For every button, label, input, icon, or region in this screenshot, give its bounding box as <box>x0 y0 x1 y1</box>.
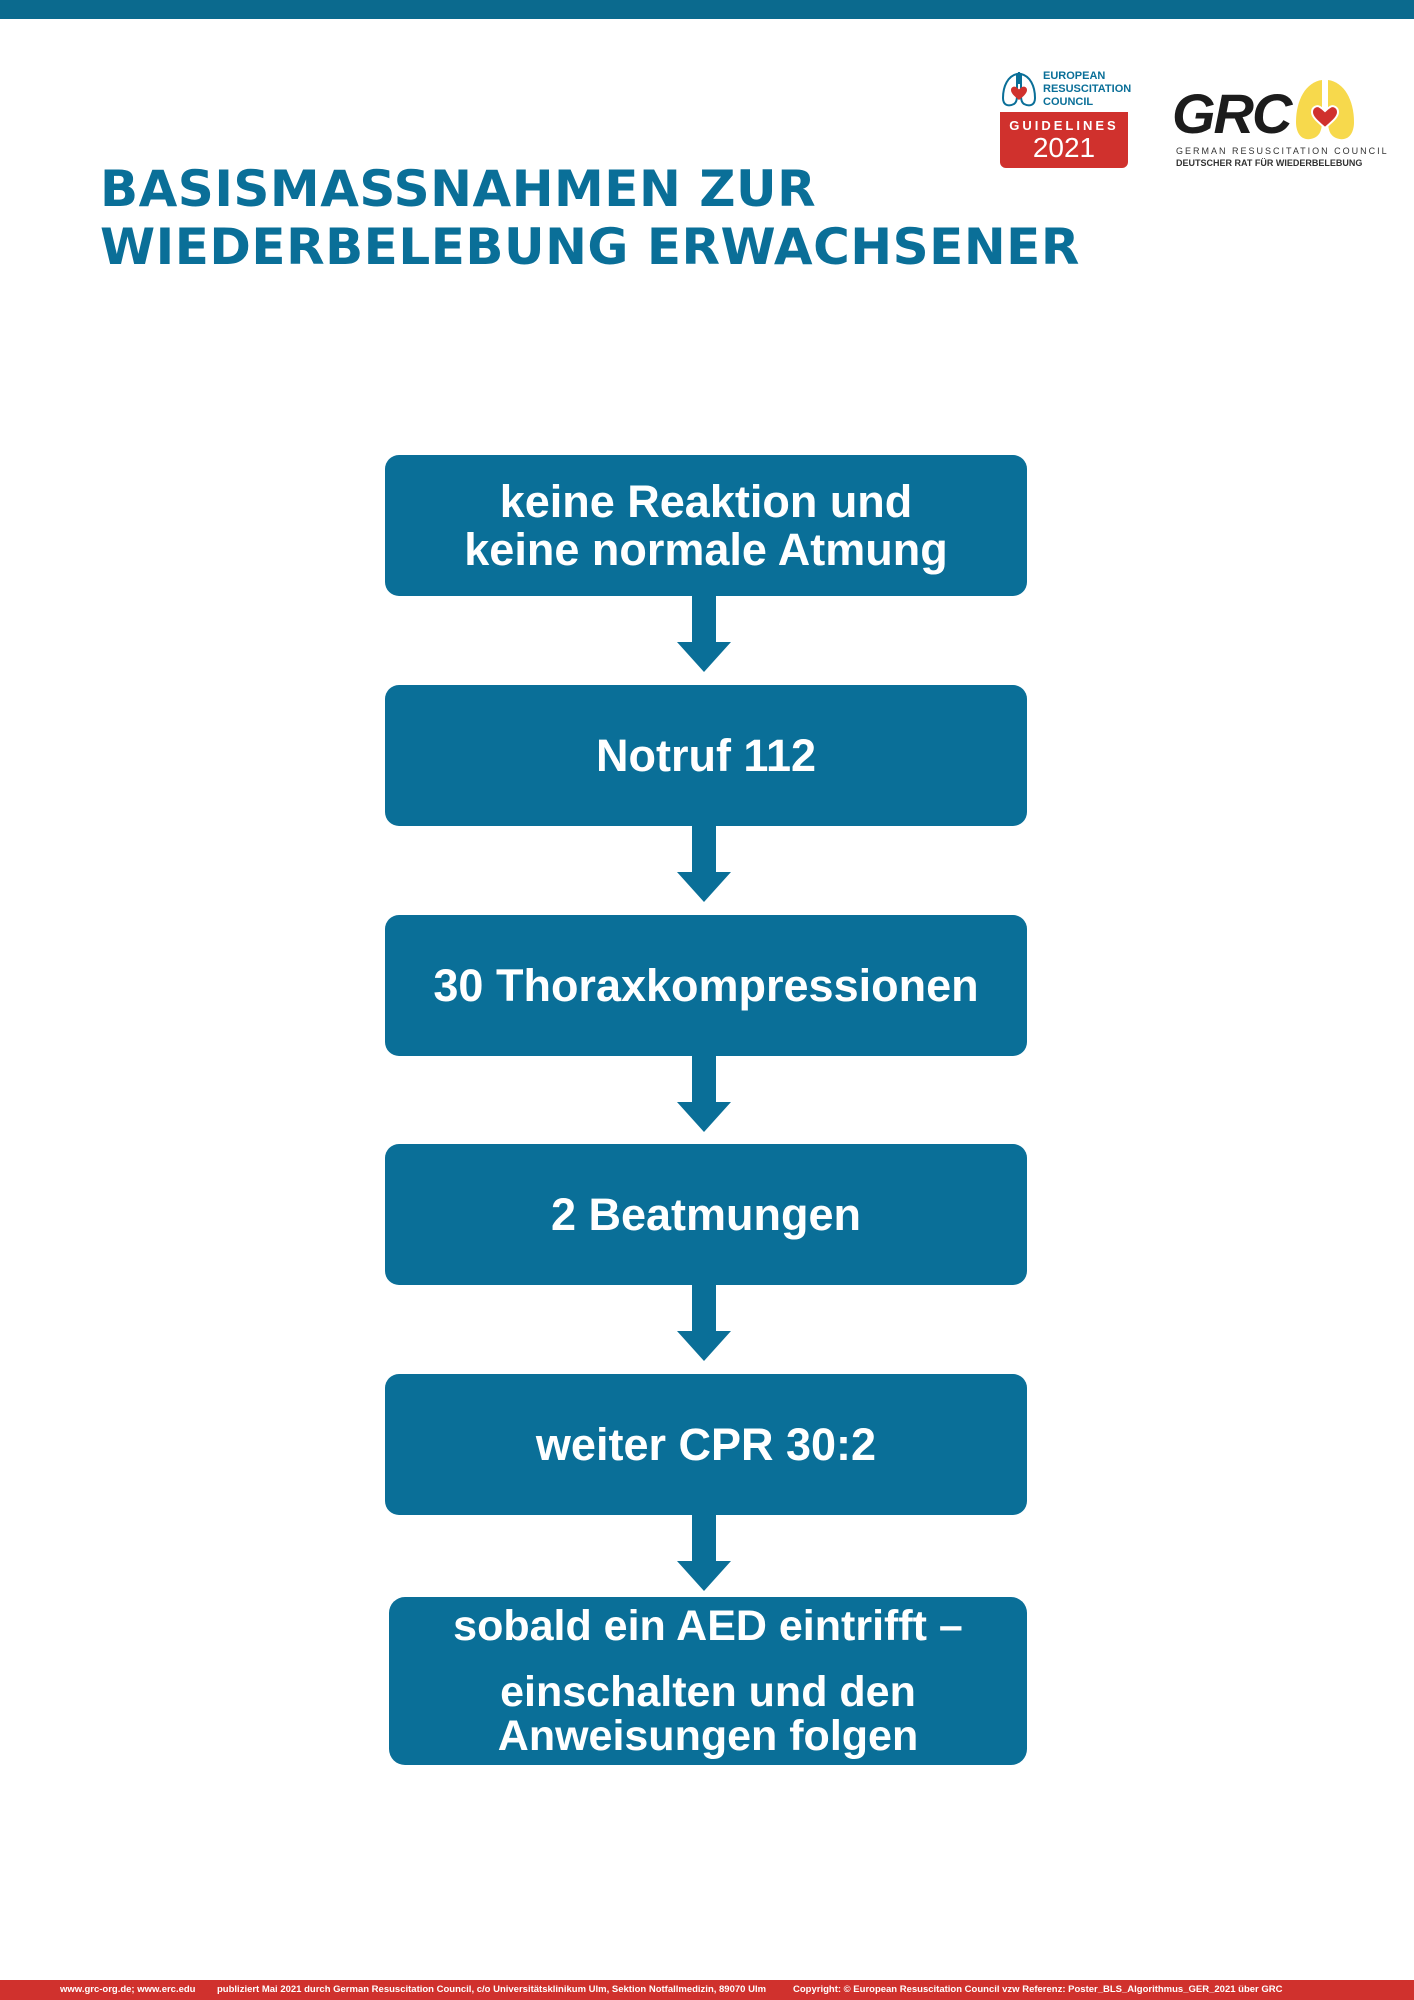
footer-publication: publiziert Mai 2021 durch German Resuscitation Council, c/o Universitätsklinikum Ulm, Sektion Notfallmedizin, 89070 Ulm <box>217 1984 767 1995</box>
grc-subtitle-english: GERMAN RESUSCITATION COUNCIL <box>1176 146 1389 156</box>
grc-logo <box>1172 74 1389 174</box>
arrow-down-icon <box>677 596 731 676</box>
step-2-label: Notruf 112 <box>595 729 817 781</box>
arrow-down-icon <box>677 826 731 906</box>
top-accent-bar <box>0 0 1414 19</box>
lungs-heart-icon <box>1000 70 1038 110</box>
arrow-down-icon <box>677 1515 731 1595</box>
erc-line-3: COUNCIL <box>1043 96 1094 108</box>
footer-bar <box>0 1980 1414 2000</box>
step-6-line-1: sobald ein AED eintrifft – <box>453 1602 963 1650</box>
step-aed-arrives <box>389 1597 1027 1765</box>
erc-line-2: RESUSCITATION <box>1043 83 1132 95</box>
step-6-line-2: einschalten und den <box>500 1668 916 1716</box>
erc-wordmark <box>1043 70 1131 109</box>
guidelines-badge <box>1000 112 1128 168</box>
step-1-line-1: keine Reaktion und <box>499 475 913 527</box>
yellow-lungs-heart-icon <box>1292 76 1358 146</box>
arrow-down-icon <box>677 1056 731 1136</box>
badge-year: 2021 <box>1032 132 1096 163</box>
badge-label: GUIDELINES <box>1009 118 1119 133</box>
step-6-line-3: Anweisungen folgen <box>497 1712 919 1760</box>
footer-websites: www.grc-org.de; www.erc.edu <box>60 1984 196 1995</box>
step-1-line-2: keine normale Atmung <box>464 523 948 575</box>
page-title <box>100 160 1080 276</box>
step-rescue-breaths <box>385 1144 1027 1285</box>
step-emergency-call <box>385 685 1027 826</box>
grc-subtitle-german: DEUTSCHER RAT FÜR WIEDERBELEBUNG <box>1176 158 1363 168</box>
step-5-label: weiter CPR 30:2 <box>535 1418 877 1470</box>
step-3-label: 30 Thoraxkompressionen <box>433 959 979 1011</box>
footer-copyright: Copyright: © European Resuscitation Council vzw Referenz: Poster_BLS_Algorithmus_GER_2021 über GRC <box>793 1984 1283 1995</box>
title-line-1: BASISMASSNAHMEN ZUR <box>100 160 817 218</box>
erc-guidelines-logo <box>1000 68 1132 168</box>
arrow-down-icon <box>677 1285 731 1365</box>
grc-wordmark: GRC <box>1172 82 1291 145</box>
title-line-2: WIEDERBELEBUNG ERWACHSENER <box>100 218 1080 276</box>
step-continue-cpr <box>385 1374 1027 1515</box>
erc-line-1: EUROPEAN <box>1043 70 1106 82</box>
step-chest-compressions <box>385 915 1027 1056</box>
step-4-label: 2 Beatmungen <box>550 1188 862 1240</box>
step-no-response <box>385 455 1027 596</box>
